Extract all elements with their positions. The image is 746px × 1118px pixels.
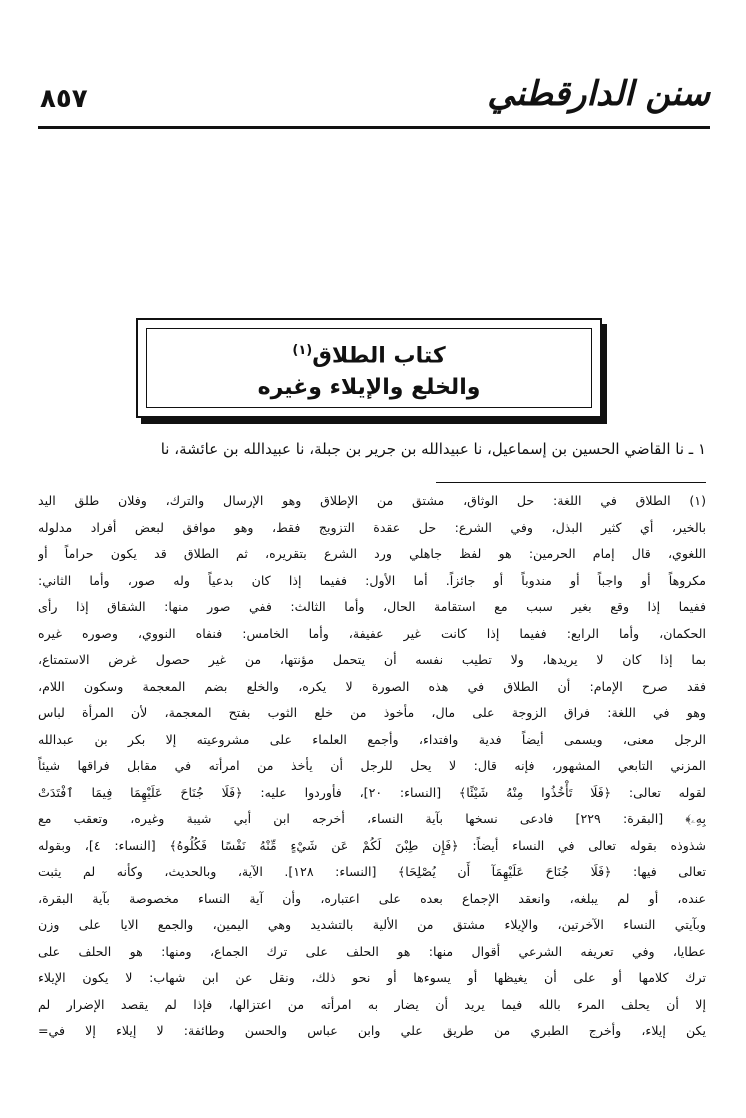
footnote-line: فقد صرح الإمام: أن الطلاق في هذه الصورة لا يكره، والخلع بضم المعجمة وسكون اللام، (38, 678, 706, 694)
chapter-title-text: كتاب الطلاق (312, 343, 446, 369)
footnote-line: عنده، أو لم يبلغه، وانعقد الإجماع بعده على اعتباره، وأن آية النساء مخصوصة بآية البقرة، (38, 890, 706, 906)
chapter-title-line2: والخلع والإيلاء وغيره (257, 375, 481, 400)
footnote-line: ففيما إذا وقع بغير سبب مع استقامة الحال، وأما الثالث: ففي صور منها: الشقاق إذا رأى (38, 599, 706, 614)
footnote-line: مكروهاً أو واجباً أو مندوباً أو جائزاً. أما الأول: ففيما إذا كان بدعياً وله صور، وأما الثاني: (38, 572, 706, 588)
footnote-line: عطايا، وفي تعريفه الشرعي أقوال منها: هو الحلف على ترك الجماع، ومنها: هو الحلف على (38, 943, 706, 959)
header-rule (38, 126, 710, 129)
footnote-line: يكن إيلاء، وأخرج الطبري من طريق علي وابن عباس والحسن وطائفة: لا إيلاء إلا في= (38, 1023, 706, 1038)
page-number: ٨٥٧ (40, 84, 88, 114)
footnote-line-text: الطلاق في اللغة: حل الوثاق، مشتق من الإطلاق وهو الإرسال والترك، وفلان طلق اليد (38, 493, 671, 508)
footnote-line: شذوذه بقوله تعالى في النساء أيضاً: ﴿فَإِن طِبْنَ لَكُمْ عَن شَيْءٍ مِّنْهُ نَفْسًا فَكُلُوهُ﴾ [النساء: ٤]، وبقوله (38, 837, 706, 853)
footnote-line: ترك كلامها أو على أن يغيظها أو يسوءها أو نحو ذلك، ونقل عن ابن شهاب: لا يكون الإيلاء (38, 970, 706, 985)
running-title: سنن الدارقطني (487, 74, 710, 114)
footnote-line: بما إذا كان لا يريدها، ولا تطيب نفسه أن يتحمل مؤنتها، من غير حصول غرض الاستمتاع، (38, 652, 706, 667)
footnote-line: المزني التابعي المشهور، فإنه قال: لا يحل للرجل أن يأخذ من امرأته في مقابل فراقها شيئاً (38, 758, 706, 773)
footnote-line: الحكمان، وأما الرابع: ففيما إذا كانت غير عفيفة، وأما الخامس: فنفاه النووي، وصوره غيره (38, 625, 706, 641)
footnote-line: بالخير، أي كثير البذل، وفي الشرع: حل عقدة التزويج فقط، وهو موافق لبعض أفراد مدلوله (38, 519, 706, 535)
footnote-marker: (١) (689, 493, 706, 508)
chapter-title-frame (136, 318, 602, 418)
chapter-title-inner-border (146, 328, 592, 408)
footnote-line: بِهِۦ﴾ [البقرة: ٢٢٩] فادعى نسخها بآية النساء، أخرجه ابن أبي شيبة وغيره، وتعقب مع (38, 811, 706, 826)
footnote-line: وبآيتي النساء الآخرتين، والإيلاء مشتق من الألية بالتشديد وهي اليمين، والجمع الايا على وزن (38, 917, 706, 932)
footnote-line: لقوله تعالى: ﴿فَلَا تَأْخُذُوا مِنْهُ شَيْئًا﴾ [النساء: ٢٠]، فأوردوا عليه: ﴿فَلَا جُنَاحَ عَلَيْهِمَا فِيمَا ٱفْتَدَتْ (38, 784, 706, 800)
footnote-line: وهو في اللغة: فراق الزوجة على مال، مأخوذ من خلع الثوب بفتح المعجمة، لأن المرأة لباس (38, 705, 706, 720)
footnote-line: الرجل معنى، ويسمى أيضاً فدية وافتداء، وأجمع العلماء على مشروعيته إلا بكر بن عبدالله (38, 731, 706, 747)
footnote-line (38, 488, 706, 515)
hadith-text: ١ ـ نا القاضي الحسين بن إسماعيل، نا عبيدالله بن جرير بن جبلة، نا عبيدالله بن عائشة، نا (160, 440, 706, 458)
footnote-line: إلا أن يحلف المرء بالله فيما يريد أن يضار به امرأته من اعتزالها، فإذا لم يقصد الإضرار لم (38, 996, 706, 1012)
footnote-separator (436, 482, 706, 483)
chapter-title-line1 (147, 343, 591, 368)
chapter-title-footnote-ref[interactable]: (١) (292, 343, 313, 358)
footnote-block (38, 488, 706, 1045)
page-header (40, 70, 710, 120)
footnote-line: اللغوي، قال إمام الحرمين: هو لفظ جاهلي ورد الشرع بتقريره، ثم الطلاق قد يكون حراماً أو (38, 546, 706, 561)
footnote-line: تعالى فيها: ﴿فَلَا جُنَاحَ عَلَيْهِمَآ أَن يُصْلِحَا﴾ [النساء: ١٢٨]. الآية، وبالحديث، وكأنه لم يثبت (38, 864, 706, 879)
